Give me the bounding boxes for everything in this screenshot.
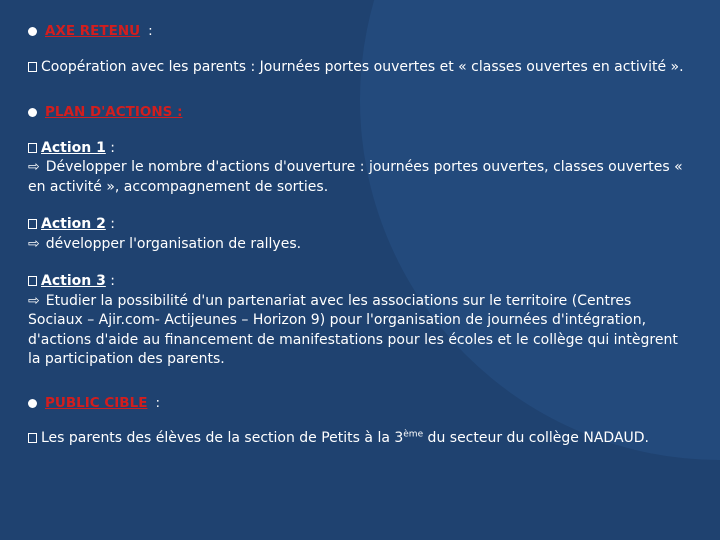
section-heading-axe — [28, 22, 688, 42]
arrow-icon: ⇨ — [28, 235, 40, 252]
action-text: Etudier la possibilité d'un partenariat avec les associations sur le territoire (Centres Sociaux – Ajir.com- Actijeunes – Horizon 9) pour l'organisation de journées d'intégration, d'actions d'aide au financement de manifestations pour les écoles et le collège qui intègrent la participation des parents. — [28, 292, 678, 367]
checkbox-icon — [28, 433, 37, 443]
checkbox-icon — [28, 276, 37, 286]
action-text: développer l'organisation de rallyes. — [45, 235, 302, 252]
action-title: Action 1 — [41, 139, 106, 156]
action-colon: : — [110, 139, 115, 156]
checkbox-icon — [28, 143, 37, 153]
heading-colon: : — [148, 23, 153, 39]
slide-content — [28, 22, 688, 467]
action-title: Action 2 — [41, 216, 106, 232]
arrow-icon: ⇨ — [28, 159, 40, 175]
heading-text: PLAN D'ACTIONS : — [45, 104, 183, 120]
heading-colon: : — [155, 394, 160, 411]
action-item — [28, 139, 688, 198]
dot-bullet-icon — [28, 108, 37, 117]
action-item — [28, 215, 688, 254]
public-text-before: Les parents des élèves de la section de Petits à la 3 — [41, 430, 404, 446]
superscript: ème — [403, 429, 424, 440]
checkbox-icon — [28, 62, 37, 72]
action-colon: : — [110, 273, 115, 289]
public-paragraph — [28, 429, 688, 449]
action-colon: : — [110, 216, 115, 232]
checkbox-icon — [28, 219, 37, 229]
heading-text: AXE RETENU — [45, 23, 141, 39]
section-heading-plan — [28, 103, 688, 123]
dot-bullet-icon — [28, 399, 37, 408]
action-title: Action 3 — [41, 273, 106, 289]
public-text-after: du secteur du collège NADAUD. — [423, 430, 650, 446]
arrow-icon: ⇨ — [28, 292, 40, 309]
section-heading-public — [28, 394, 688, 414]
dot-bullet-icon — [28, 27, 37, 36]
action-text: Développer le nombre d'actions d'ouverture : journées portes ouvertes, classes ouvertes « en activité », accompagnement de sorties. — [28, 159, 683, 195]
axe-paragraph — [28, 58, 688, 78]
heading-text: PUBLIC CIBLE — [45, 394, 148, 411]
action-item — [28, 272, 688, 370]
axe-text: Coopération avec les parents : Journées portes ouvertes et « classes ouvertes en activité ». — [41, 58, 684, 75]
